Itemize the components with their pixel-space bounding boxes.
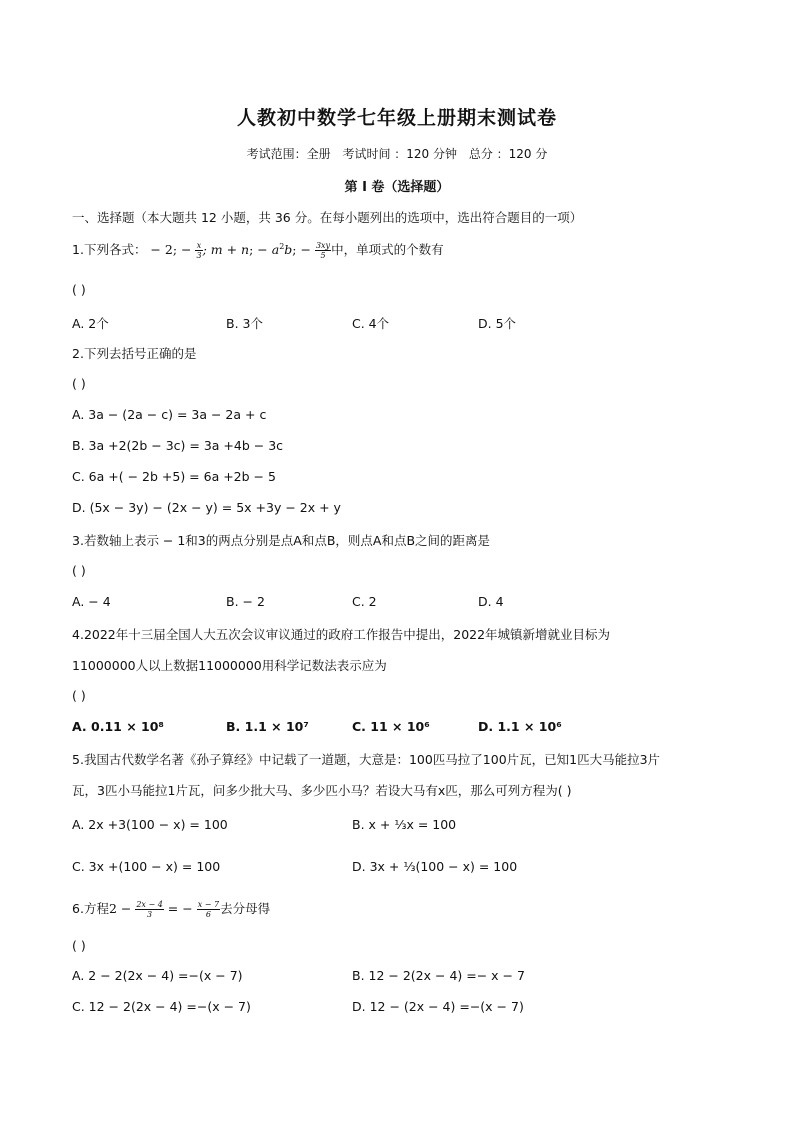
answer-blank: ( ) xyxy=(72,688,86,703)
option-c: C. 11 × 10⁶ xyxy=(352,719,430,734)
question-number: 6. xyxy=(72,901,84,916)
option-b: B. 3个 xyxy=(226,316,263,331)
option-c: C. 3x +(100 − x) = 100 xyxy=(72,859,221,874)
question-text: 去分母得 xyxy=(220,901,271,916)
option-d: D. (5x − 3y) − (2x − y) = 5x +3y − 2x + y xyxy=(72,500,341,515)
option-d: D. 1.1 × 10⁶ xyxy=(478,719,562,734)
exam-meta xyxy=(0,145,794,162)
option-b: B. 12 − 2(2x − 4) =− x − 7 xyxy=(352,968,525,983)
fraction-x-over-3: $\frac{x}{3}$ xyxy=(196,241,202,260)
question-3-stem xyxy=(72,531,490,549)
question-1-stem: 1.下列各式： − 2; − $\frac{x}{3}$ ; m + n; − $a^2b$; − $\frac{3xy}{5}$ 中，单项式的个数有 xyxy=(72,241,444,260)
option-a: A. 2 − 2(2x − 4) =−(x − 7) xyxy=(72,968,243,983)
option-a: A. 0.11 × 10⁸ xyxy=(72,719,164,734)
question-number: 2. xyxy=(72,346,84,361)
option-d: D. 5个 xyxy=(478,316,517,331)
answer-blank: ( ) xyxy=(72,376,86,391)
question-text: 我国古代数学名著《孙子算经》中记载了一道题，大意是：100匹马拉了100片瓦，已知1匹大马能拉3片 xyxy=(83,752,661,767)
option-a: A. − 4 xyxy=(72,594,111,609)
part1-heading: 一、选择题（本大题共 12 小题，共 36 分。在每小题列出的选项中，选出符合题目的一项） xyxy=(72,210,583,225)
exam-total: 总分 ：120 分 xyxy=(468,147,548,161)
option-c: C. 4个 xyxy=(352,316,390,331)
answer-blank: ( ) xyxy=(72,282,86,297)
option-c: C. 2 xyxy=(352,594,377,609)
question-6-stem: 6.方程2 − $\frac{2x - 4}{3}$ = − $\frac{x - 7}{6}$ 去分母得 xyxy=(72,900,271,919)
question-4-stem xyxy=(72,625,610,643)
option-b: B. 3a +2(2b − 3c) = 3a +4b − 3c xyxy=(72,438,284,453)
question-text: 下列去括号正确的是 xyxy=(83,346,197,361)
option-b: B. x + ⅓x = 100 xyxy=(352,817,457,832)
option-d: D. 3x + ⅓(100 − x) = 100 xyxy=(352,859,518,874)
option-b: B. − 2 xyxy=(226,594,265,609)
answer-blank: ( ) xyxy=(72,563,86,578)
answer-blank: ( ) xyxy=(72,938,86,953)
exam-time: 考试时间 ：120 分钟 xyxy=(342,147,457,161)
option-d: D. 4 xyxy=(478,594,504,609)
option-a: A. 2x +3(100 − x) = 100 xyxy=(72,817,228,832)
question-5-stem-line2: 瓦，3匹小马能拉1片瓦，问多少批大马、多少匹小马？若设大马有x匹，那么可列方程为( ) xyxy=(72,783,572,798)
question-number: 5. xyxy=(72,752,84,767)
question-text: 中，单项式的个数有 xyxy=(331,242,444,257)
option-c: C. 6a +( − 2b +5) = 6a +2b − 5 xyxy=(72,469,276,484)
question-text: 2022年十三届全国人大五次会议审议通过的政府工作报告中提出，2022年城镇新增就业目标为 xyxy=(83,627,611,642)
question-text: 若数轴上表示 − 1和3的两点分别是点A和点B，则点A和点B之间的距离是 xyxy=(83,533,491,548)
fraction-x-7-over-6: $\frac{x - 7}{6}$ xyxy=(197,900,220,919)
option-c: C. 12 − 2(2x − 4) =−(x − 7) xyxy=(72,999,251,1014)
question-2-stem xyxy=(72,344,196,362)
question-number: 3. xyxy=(72,533,84,548)
option-d: D. 12 − (2x − 4) =−(x − 7) xyxy=(352,999,524,1014)
exam-scope: 考试范围：全册 xyxy=(246,147,331,161)
question-5-stem xyxy=(72,750,660,768)
question-text: 下列各式： xyxy=(83,242,147,257)
question-number: 1. xyxy=(72,242,84,257)
page-title: 人教初中数学七年级上册期末测试卷 xyxy=(236,107,557,129)
section-title: 第 I 卷（选择题） xyxy=(344,180,450,195)
question-number: 4. xyxy=(72,627,84,642)
option-a: A. 3a − (2a − c) = 3a − 2a + c xyxy=(72,407,267,422)
option-a: A. 2个 xyxy=(72,316,109,331)
option-b: B. 1.1 × 10⁷ xyxy=(226,719,309,734)
question-4-stem-line2: 11000000人以上数据11000000用科学记数法表示应为 xyxy=(72,658,387,673)
fraction-3xy-over-5: $\frac{3xy}{5}$ xyxy=(315,241,331,260)
question-text: 方程 xyxy=(83,901,109,916)
fraction-2x-4-over-3: $\frac{2x - 4}{3}$ xyxy=(136,900,163,919)
